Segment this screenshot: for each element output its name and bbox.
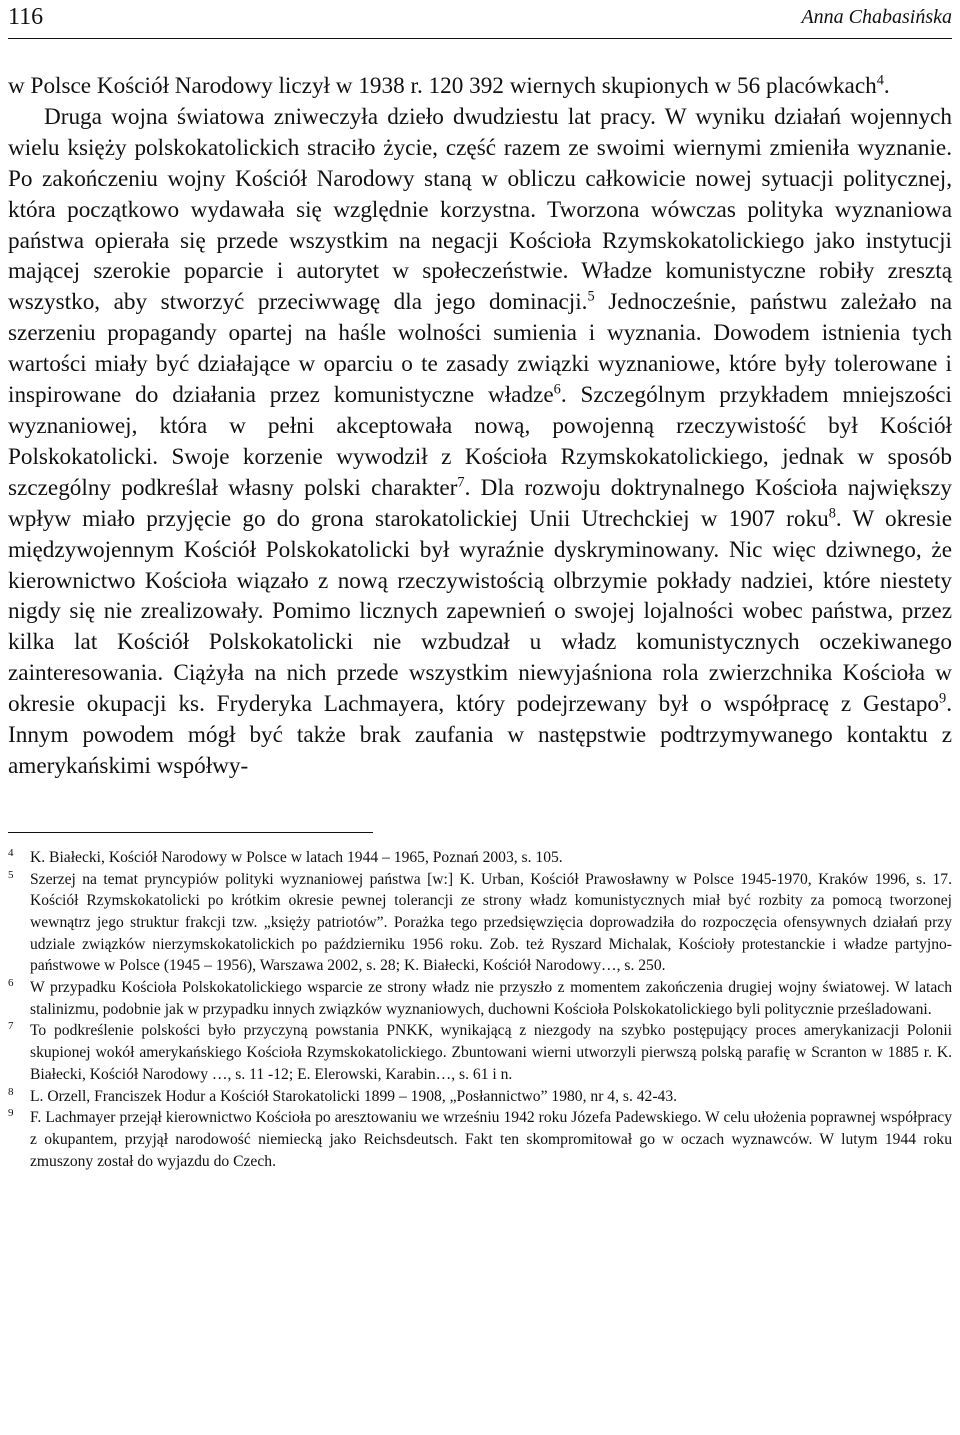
paragraph-2	[8, 102, 952, 782]
footnote-mark: 7	[8, 1020, 14, 1033]
footnote-ref-6[interactable]: 6	[553, 381, 561, 398]
footnote-text: To podkreślenie polskości było przyczyną powstania PNKK, wynikającą z niezgody na szybko postępujący proces amerykanizacji Polonii skupionej wokół amerykańskiego Kościoła Rzymskokatolickiego. Zbuntowani wierni utworzyli pierwszą polską parafię w Scranton w 1885 r. K. Białecki, Kościół Narodowy …, s. 11 -12; E. Elerowski, Karabin…, s. 61 i n.	[30, 1022, 952, 1083]
text-run: . W okresie międzywojennym Kościół Polskokatolicki był wyraźnie dyskryminowany. Nic więc dziwnego, że kierownictwo Kościoła wiązało z nową rzeczywistością olbrzymie pokłady nadziei, które niestety nigdy się nie zrealizowały. Pomimo licznych zapewnień o swojej lojalności wobec państwa, przez kilka lat Kościół Polskokatolicki nie wzbudzał u władz komunistycznych oczekiwanego zainteresowania. Ciążyła na nich przede wszystkim niewyjaśniona rola zwierzchnika Kościoła w okresie okupacji ks. Fryderyka Lachmayera, który podejrzewany był o współpracę z Gestapo	[8, 505, 952, 718]
footnote-text: W przypadku Kościoła Polskokatolickiego wsparcie ze strony władz nie przyszło z momentem zakończenia drugiej wojny światowej. W latach stalinizmu, podobnie jak w przypadku innych związków wyznaniowych, duchowni Kościoła Polskokatolickiego byli politycznie prześladowani.	[30, 979, 952, 1018]
footnote-separator	[8, 832, 373, 833]
footnote-text: F. Lachmayer przejął kierownictwo Kościoła po aresztowaniu we wrześniu 1942 roku Józefa Padewskiego. W celu ułożenia poprawnej współpracy z okupantem, przyjął narodowość niemiecką jako Reichsdeutsch. Fakt ten skompromitował go w oczach wyznawców. W lutym 1944 roku zmuszony został do wyjazdu do Czech.	[30, 1109, 952, 1170]
page-header	[8, 0, 952, 39]
footnote-mark: 5	[8, 868, 14, 881]
text-run: . Dla rozwoju doktrynalnego Kościoła największy wpływ miało przyjęcie go do grona starokatolickiej Unii Utrechckiej w 1907 roku	[8, 474, 953, 532]
footnote-ref-4[interactable]: 4	[876, 72, 884, 89]
footnote-text: Szerzej na temat pryncypiów polityki wyznaniowej państwa [w:] K. Urban, Kościół Prawosławny w Polsce 1945-1970, Kraków 1996, s. 17. Kościół Rzymskokatolicki po krótkim okresie pewnej tolerancji ze strony władz komunistycznych miał być rozbity za pomocą tworzonej wewnątrz jego struktur frakcji tzw. „księży patriotów”. Porażka tego przedsięwzięcia doprowadziła do rozpoczęcia ofensywnych działań przy udziale związków nierzymskokatolickich po październiku 1956 roku. Zob. też Ryszard Michalak, Kościoły protestanckie i władze partyjno-państwowe w Polsce (1945 – 1956), Warszawa 2002, s. 28; K. Białecki, Kościół Narodowy…, s. 250.	[30, 870, 952, 975]
footnote-9	[8, 1107, 952, 1172]
page-number: 116	[8, 4, 44, 30]
footnote-text: L. Orzell, Franciszek Hodur a Kościół Starokatolicki 1899 – 1908, „Posłannictwo” 1980, nr 4, s. 42-43.	[30, 1087, 678, 1105]
footnote-5	[8, 869, 952, 978]
footnote-mark: 4	[8, 846, 14, 859]
footnote-8	[8, 1086, 952, 1108]
footnote-6	[8, 977, 952, 1020]
document-page	[8, 0, 952, 1172]
footnote-ref-7[interactable]: 7	[457, 474, 465, 491]
footnote-mark: 6	[8, 977, 14, 990]
text-run: Druga wojna światowa zniweczyła dzieło dwudziestu lat pracy. W wyniku działań wojennych wielu księży polskokatolickich straciło życie, część razem ze swoimi wiernymi zmieniła wyznanie. Po zakończeniu wojny Kościół Narodowy staną w obliczu całkowicie nowej sytuacji politycznej, która początkowo wydawała się względnie korzystna. Tworzona wówczas polityka wyznaniowa państwa opierała się przede wszystkim na negacji Kościoła Rzymskokatolickiego jako instytucji mającej szerokie poparcie i autorytet w społeczeństwie. Władze komunistyczne robiły zresztą wszystko, aby stworzyć przeciwwagę dla jego dominacji.	[8, 103, 952, 316]
footnote-mark: 8	[8, 1085, 14, 1098]
footnote-ref-8[interactable]: 8	[828, 504, 836, 521]
running-head-author: Anna Chabasińska	[801, 6, 952, 28]
footnotes	[8, 847, 952, 1173]
footnote-4	[8, 847, 952, 869]
main-text	[8, 71, 952, 782]
footnote-text: K. Białecki, Kościół Narodowy w Polsce w latach 1944 – 1965, Poznań 2003, s. 105.	[30, 848, 563, 866]
text-run: . Szczególnym przykładem mniejszości wyznaniowej, która w pełni akceptowała nową, powojenną rzeczywistość był Kościół Polskokatolicki. Swoje korzenie wywodził z Kościoła Rzymskokatolickiego, jednak w sposób szczególny podkreślał własny polski charakter	[8, 382, 952, 501]
paragraph-1	[8, 71, 952, 102]
text-run: .	[883, 73, 890, 99]
text-run: Jednocześnie, państwu zależało na szerzeniu propagandy opartej na haśle wolności sumienia i wyznania. Dowodem istnienia tych wartości miały być działające w oparciu o te zasady związki wyznaniowe, które były tolerowane i inspirowane do działania przez komunistyczne władze	[8, 289, 952, 409]
footnote-ref-5[interactable]: 5	[587, 288, 595, 305]
footnote-mark: 9	[8, 1107, 14, 1120]
text-run: . Innym powodem mógł być także brak zaufania w następstwie podtrzymywanego kontaktu z amerykańskimi współwy-	[8, 691, 952, 779]
footnote-ref-9[interactable]: 9	[939, 690, 947, 707]
footnote-7	[8, 1020, 952, 1085]
text-run: w Polsce Kościół Narodowy liczył w 1938 r. 120 392 wiernych skupionych w 56 placówkach	[8, 73, 877, 99]
